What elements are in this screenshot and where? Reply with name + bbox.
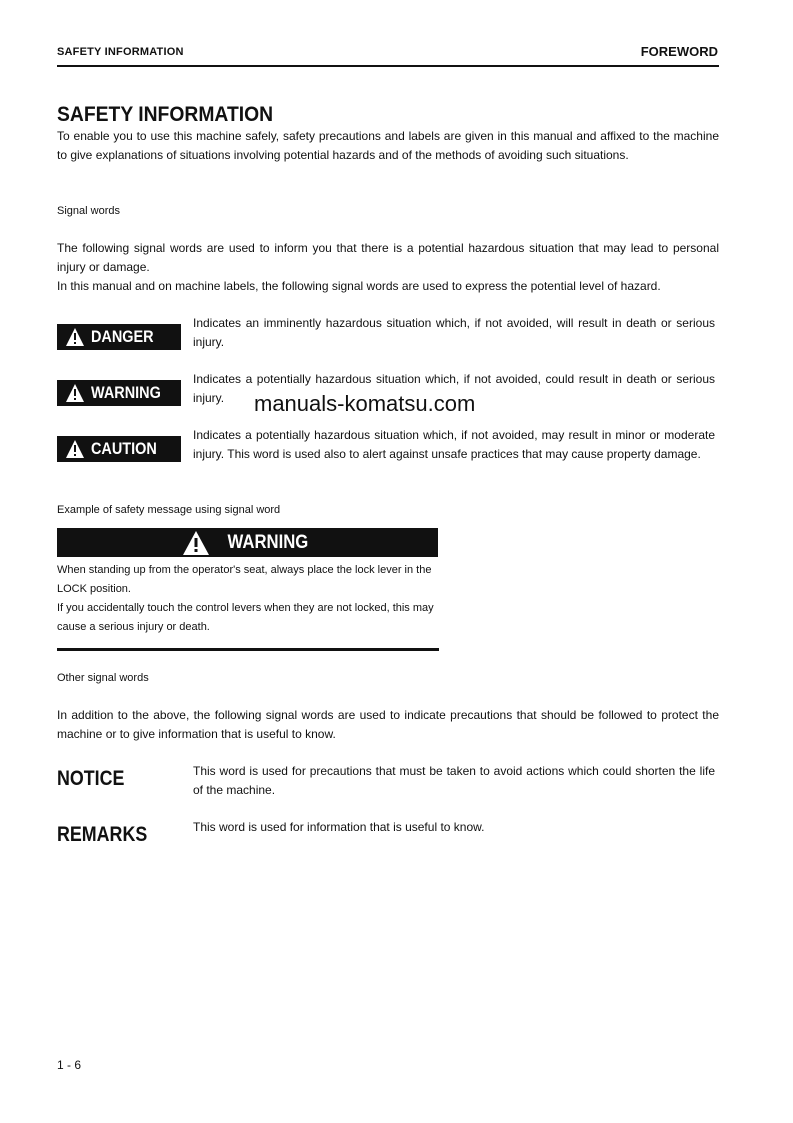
warning-description: Indicates a potentially hazardous situation which, if not avoided, could result in death or serious injury. xyxy=(193,372,715,405)
other-intro-paragraph: In addition to the above, the following signal words are used to indicate precautions that should be followed to protect the machine or to give information that is useful to know. xyxy=(57,708,719,741)
example-caption: Example of safety message using signal word xyxy=(57,504,281,516)
warning-triangle-icon xyxy=(65,383,85,403)
example-warning-header xyxy=(57,528,438,557)
warning-label: WARNING xyxy=(91,383,161,402)
caution-label: CAUTION xyxy=(91,439,157,458)
warning-badge xyxy=(57,380,181,406)
caution-description: Indicates a potentially hazardous situation which, if not avoided, may result in minor or moderate injury. This word is used also to alert against unsafe practices that may cause property damage. xyxy=(193,428,715,461)
example-warning-label: WARNING xyxy=(227,531,308,553)
remarks-description: This word is used for information that is useful to know. xyxy=(193,820,485,834)
example-message-line-2: If you accidentally touch the control levers when they are not locked, this may cause a serious injury or death. xyxy=(57,602,434,633)
example-message xyxy=(57,561,438,637)
signal-intro-paragraph-2: In this manual and on machine labels, the following signal words are used to express the potential level of hazard. xyxy=(57,279,661,293)
signal-words-heading: Signal words xyxy=(57,205,120,217)
danger-badge xyxy=(57,324,181,350)
danger-label: DANGER xyxy=(91,327,154,346)
notice-description: This word is used for precautions that must be taken to avoid actions which could shorten the life of the machine. xyxy=(193,764,715,797)
signal-intro-paragraph: The following signal words are used to inform you that there is a potential hazardous situation that may lead to personal injury or damage. xyxy=(57,241,719,274)
page-number: 1 - 6 xyxy=(57,1058,82,1072)
example-bottom-rule xyxy=(57,648,439,651)
header-divider xyxy=(57,65,719,67)
warning-triangle-icon xyxy=(182,530,210,556)
watermark-text: manuals-komatsu.com xyxy=(254,391,476,416)
intro-paragraph: To enable you to use this machine safely, safety precautions and labels are given in this manual and affixed to the machine to give explanations of situations involving potential hazards and of the methods of avoiding such situations. xyxy=(57,129,719,162)
danger-description: Indicates an imminently hazardous situation which, if not avoided, will result in death or serious injury. xyxy=(193,316,715,349)
example-message-line-1: When standing up from the operator's seat, always place the lock lever in the LOCK position. xyxy=(57,564,432,595)
warning-triangle-icon xyxy=(65,327,85,347)
header-chapter-label: FOREWORD xyxy=(640,44,718,59)
warning-triangle-icon xyxy=(65,439,85,459)
caution-badge xyxy=(57,436,181,462)
page-title: SAFETY INFORMATION xyxy=(57,103,274,126)
remarks-label: REMARKS xyxy=(57,823,148,846)
other-signal-words-heading: Other signal words xyxy=(57,672,149,684)
header-section-label: SAFETY INFORMATION xyxy=(57,46,184,58)
notice-label: NOTICE xyxy=(57,767,125,790)
